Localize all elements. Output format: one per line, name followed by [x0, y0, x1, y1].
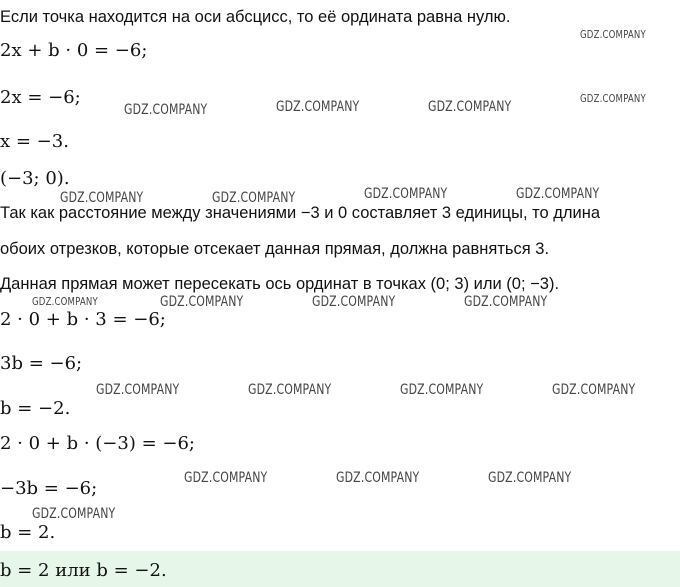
watermark: GDZ.COMPANY — [400, 382, 484, 398]
equation-line-10: 3b = −6; — [0, 353, 83, 374]
watermark: GDZ.COMPANY — [248, 382, 332, 398]
watermark: GDZ.COMPANY — [212, 190, 296, 206]
watermark: GDZ.COMPANY — [96, 382, 180, 398]
watermark: GDZ.COMPANY — [32, 506, 116, 522]
equation-line-3: 2x = −6; — [0, 87, 81, 108]
watermark: GDZ.COMPANY — [516, 186, 600, 202]
watermark: GDZ.COMPANY — [552, 382, 636, 398]
equation-line-4: x = −3. — [0, 131, 69, 152]
watermark: GDZ.COMPANY — [464, 294, 548, 310]
watermark: GDZ.COMPANY — [364, 186, 448, 202]
watermark: GDZ.COMPANY — [124, 102, 208, 118]
watermark: GDZ.COMPANY — [580, 28, 646, 41]
watermark: GDZ.COMPANY — [160, 294, 244, 310]
answer-line: b = 2 или b = −2. — [0, 560, 167, 581]
watermark: GDZ.COMPANY — [488, 470, 572, 486]
watermark: GDZ.COMPANY — [580, 92, 646, 105]
text-line-8: Данная прямая может пересекать ось ординат в точках (0; 3) или (0; −3). — [0, 275, 560, 293]
watermark: GDZ.COMPANY — [32, 295, 98, 308]
equation-line-14: b = 2. — [0, 522, 56, 543]
text-line-1: Если точка находится на оси абсцисс, то её ордината равна нулю. — [0, 8, 511, 26]
text-line-7: обоих отрезков, которые отсекает данная прямая, должна равняться 3. — [0, 240, 550, 258]
watermark: GDZ.COMPANY — [276, 99, 360, 115]
watermark: GDZ.COMPANY — [336, 470, 420, 486]
watermark: GDZ.COMPANY — [184, 470, 268, 486]
equation-line-11: b = −2. — [0, 398, 71, 419]
equation-line-9: 2 · 0 + b · 3 = −6; — [0, 309, 166, 330]
equation-line-2: 2x + b · 0 = −6; — [0, 40, 148, 61]
watermark: GDZ.COMPANY — [428, 99, 512, 115]
text-line-6: Так как расстояние между значениями −3 и 0 составляет 3 единицы, то длина — [0, 204, 601, 222]
point-line-5: (−3; 0). — [0, 168, 70, 189]
equation-line-12: 2 · 0 + b · (−3) = −6; — [0, 433, 195, 454]
watermark: GDZ.COMPANY — [60, 190, 144, 206]
equation-line-13: −3b = −6; — [0, 478, 98, 499]
watermark: GDZ.COMPANY — [312, 294, 396, 310]
